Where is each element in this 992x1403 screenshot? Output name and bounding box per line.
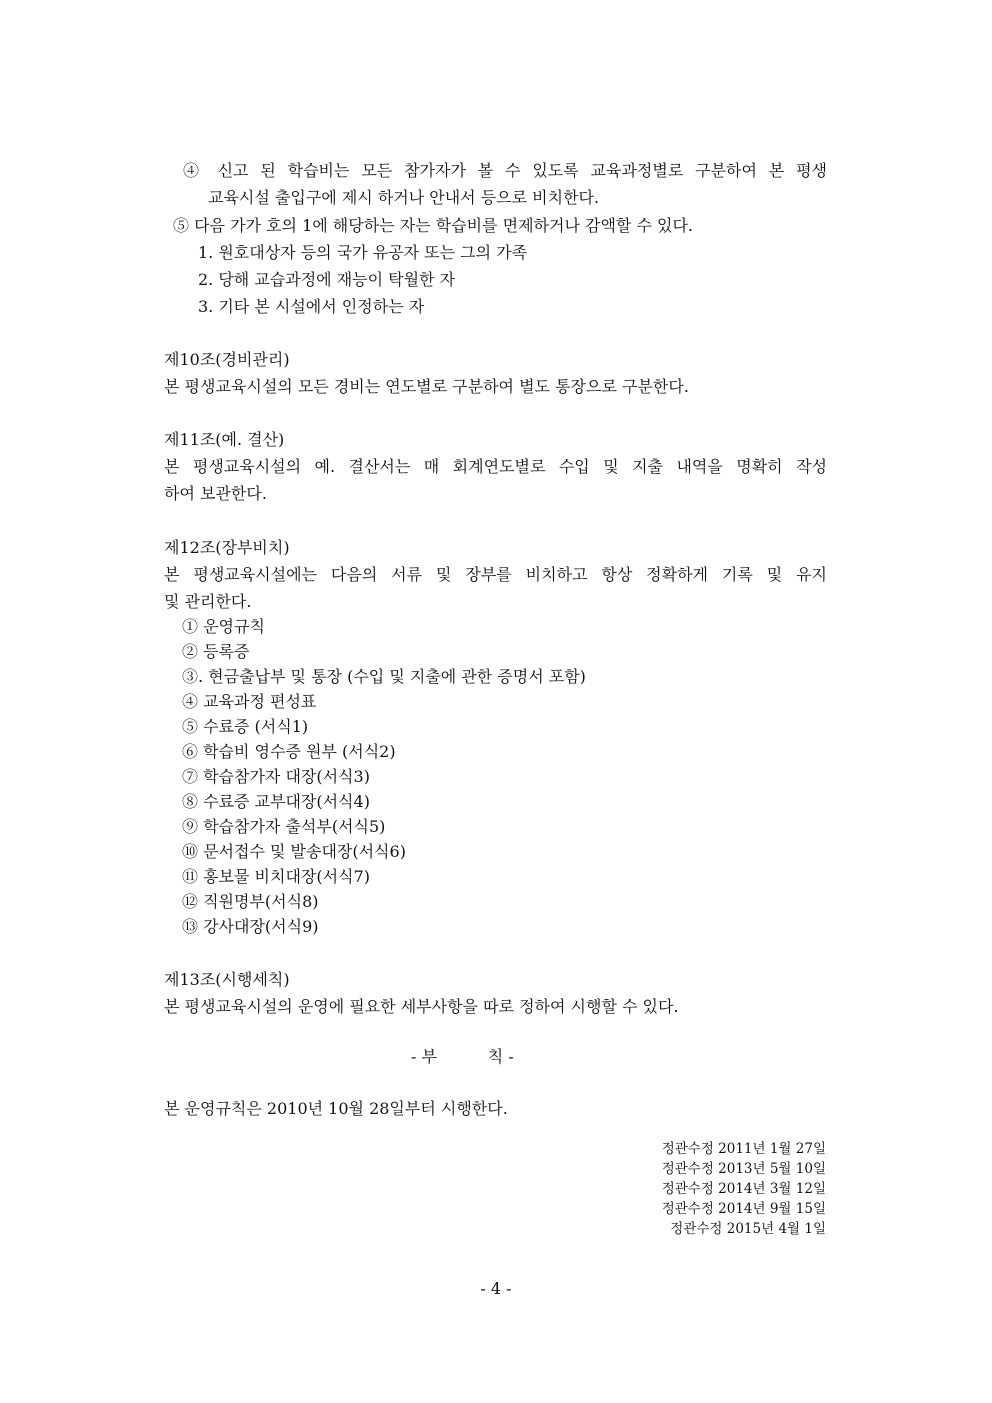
article-11-body-line-1: 본 평생교육시설의 예. 결산서는 매 회계연도별로 수입 및 지출 내역을 명확히 작성 [164,457,827,476]
ledger-item: ⑫ 직원명부(서식8) [182,892,319,911]
article-12-body-line-1: 본 평생교육시설에는 다음의 서류 및 장부를 비치하고 항상 정확하게 기록 및 유지 [164,565,827,584]
addendum-title: - 부 칙 - [411,1047,514,1066]
ledger-item: ② 등록증 [182,642,250,661]
article-12-body-line-2: 및 관리한다. [164,592,252,611]
ledger-item: ⑤ 수료증 (서식1) [182,717,309,736]
sub-item-3: 3. 기타 본 시설에서 인정하는 자 [198,297,425,316]
article-13-body: 본 평생교육시설의 운영에 필요한 세부사항을 따로 정하여 시행할 수 있다. [164,997,679,1016]
revision-entry: 정관수정 2014년 9월 15일 [661,1201,826,1217]
page-number: - 4 - [480,1279,512,1298]
ledger-item: ⑩ 문서접수 및 발송대장(서식6) [182,842,406,861]
revision-entry: 정관수정 2013년 5월 10일 [661,1161,826,1177]
sub-item-1: 1. 원호대상자 등의 국가 유공자 또는 그의 가족 [198,243,528,262]
item-4-line-1: ④ 신고 된 학습비는 모든 참가자가 볼 수 있도록 교육과정별로 구분하여 본 평생 [183,161,827,180]
article-11-body-line-2: 하여 보관한다. [164,484,267,503]
revision-entry: 정관수정 2011년 1월 27일 [661,1141,826,1157]
ledger-item: ⑬ 강사대장(서식9) [182,917,319,936]
sub-item-2: 2. 당해 교습과정에 재능이 탁월한 자 [198,270,456,289]
ledger-item: ⑧ 수료증 교부대장(서식4) [182,792,370,811]
revision-entry: 정관수정 2014년 3월 12일 [661,1181,826,1197]
article-12-heading: 제12조(장부비치) [164,538,290,557]
ledger-item: ④ 교육과정 편성표 [182,692,317,711]
revision-entry: 정관수정 2015년 4월 1일 [670,1221,826,1237]
article-10-body: 본 평생교육시설의 모든 경비는 연도별로 구분하여 별도 통장으로 구분한다. [164,377,689,396]
ledger-item: ⑦ 학습참가자 대장(서식3) [182,767,370,786]
article-13-heading: 제13조(시행세칙) [164,970,290,989]
article-11-heading: 제11조(예. 결산) [164,430,285,449]
ledger-item: ① 운영규칙 [182,617,265,636]
ledger-item: ⑥ 학습비 영수증 원부 (서식2) [182,742,396,761]
ledger-item: ⑨ 학습참가자 출석부(서식5) [182,817,386,836]
addendum-body: 본 운영규칙은 2010년 10월 28일부터 시행한다. [164,1099,508,1118]
item-4-line-2: 교육시설 출입구에 제시 하거나 안내서 등으로 비치한다. [208,188,600,207]
item-5: ⑤ 다음 가가 호의 1에 해당하는 자는 학습비를 면제하거나 감액할 수 있다. [173,216,693,235]
article-10-heading: 제10조(경비관리) [164,350,290,369]
ledger-item: ⑪ 홍보물 비치대장(서식7) [182,867,370,886]
ledger-item: ③. 현금출납부 및 통장 (수입 및 지출에 관한 증명서 포함) [182,667,586,686]
